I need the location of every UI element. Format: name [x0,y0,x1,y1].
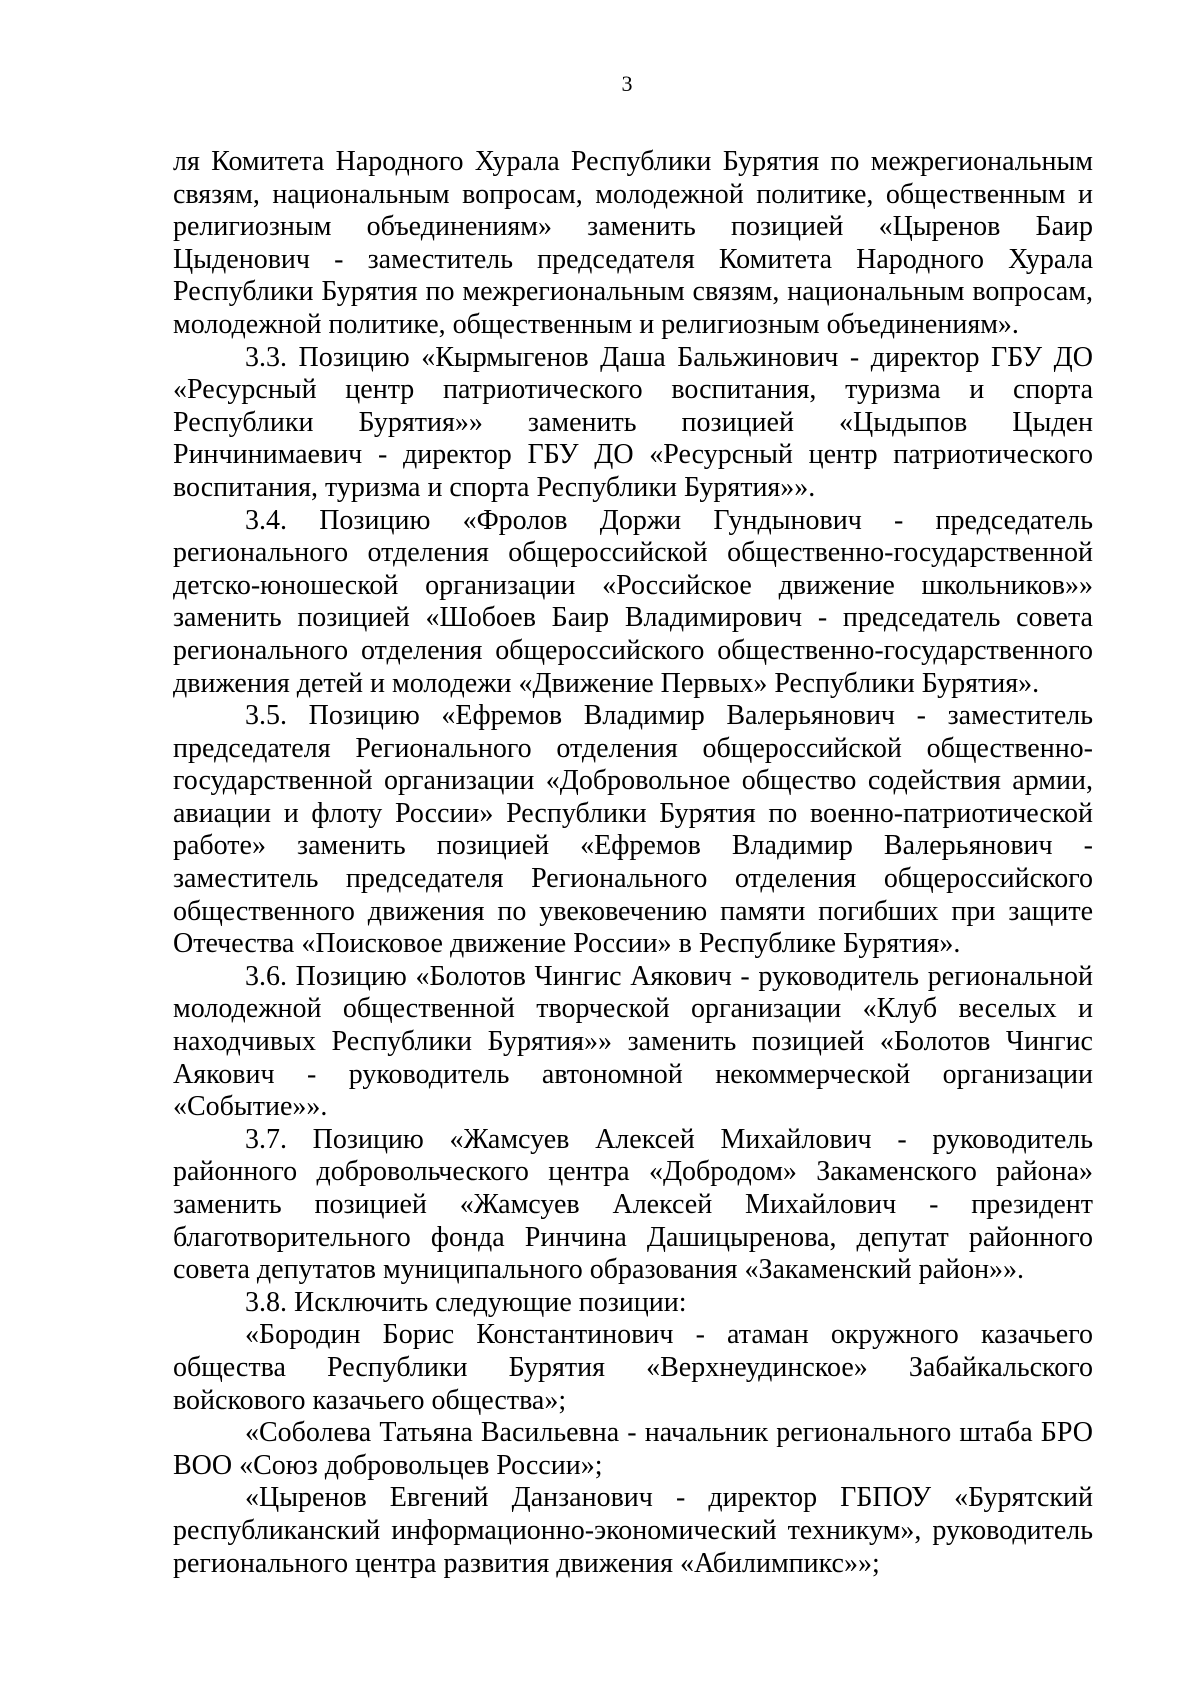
paragraph-3-4: 3.4. Позицию «Фролов Доржи Гундынович - председатель регионального отделения общероссийской общественно-государственной детско-юношеской организации «Российское движение школьников»» заменить позицией «Шобоев Баир Владимирович - председатель совета регионального отделения общероссийского общественно-государственного движения детей и молодежи «Движение Первых» Республики Бурятия». [173,504,1093,699]
excluded-position-soboleva: «Соболева Татьяна Васильевна - начальник регионального штаба БРО ВОО «Союз добровольцев России»; [173,1417,1093,1481]
document-body [173,146,1093,1580]
page-number: 3 [621,71,633,96]
paragraph-3-7: 3.7. Позицию «Жамсуев Алексей Михайлович - руководитель районного добровольческого центра «Добродом» Закаменского района» заменить позицией «Жамсуев Алексей Михайлович - президент благотворительного фонда Ринчина Дашицыренова, депутат районного совета депутатов муниципального образования «Закаменский район»». [173,1123,1093,1286]
excluded-position-borodin: «Бородин Борис Константинович - атаман окружного казачьего общества Республики Бурятия «Верхнеудинское» Забайкальского войскового казачьего общества»; [173,1319,1093,1416]
paragraph-3-3: 3.3. Позицию «Кырмыгенов Даша Бальжинович - директор ГБУ ДО «Ресурсный центр патриотического воспитания, туризма и спорта Республики Бурятия»» заменить позицией «Цыдыпов Цыден Ринчинимаевич - директор ГБУ ДО «Ресурсный центр патриотического воспитания, туризма и спорта Республики Бурятия»». [173,341,1093,503]
paragraph-3-6: 3.6. Позицию «Болотов Чингис Аякович - руководитель региональной молодежной общественной творческой организации «Клуб веселых и находчивых Республики Бурятия»» заменить позицией «Болотов Чингис Аякович - руководитель автономной некоммерческой организации «Событие»». [173,960,1093,1123]
paragraph-3-5: 3.5. Позицию «Ефремов Владимир Валерьянович - заместитель председателя Регионального отделения общероссийской общественно-государственной организации «Добровольное общество содействия армии, авиации и флоту России» Республики Бурятия по военно-патриотической работе» заменить позицией «Ефремов Владимир Валерьянович - заместитель председателя Регионального отделения общероссийского общественного движения по увековечению памяти погибших при защите Отечества «Поисковое движение России» в Республике Бурятия». [173,700,1093,960]
excluded-position-tsyrenov: «Цыренов Евгений Данзанович - директор ГБПОУ «Бурятский республиканский информационно-экономический техникум», руководитель регионального центра развития движения «Абилимпикс»»; [173,1482,1093,1579]
paragraph-continuation: ля Комитета Народного Хурала Республики Бурятия по межрегиональным связям, национальным вопросам, молодежной политике, общественным и религиозным объединениям» заменить позицией «Цыренов Баир Цыденович - заместитель председателя Комитета Народного Хурала Республики Бурятия по межрегиональным связям, национальным вопросам, молодежной политике, общественным и религиозным объединениям». [173,146,1093,340]
paragraph-3-8: 3.8. Исключить следующие позиции: [245,1286,687,1318]
